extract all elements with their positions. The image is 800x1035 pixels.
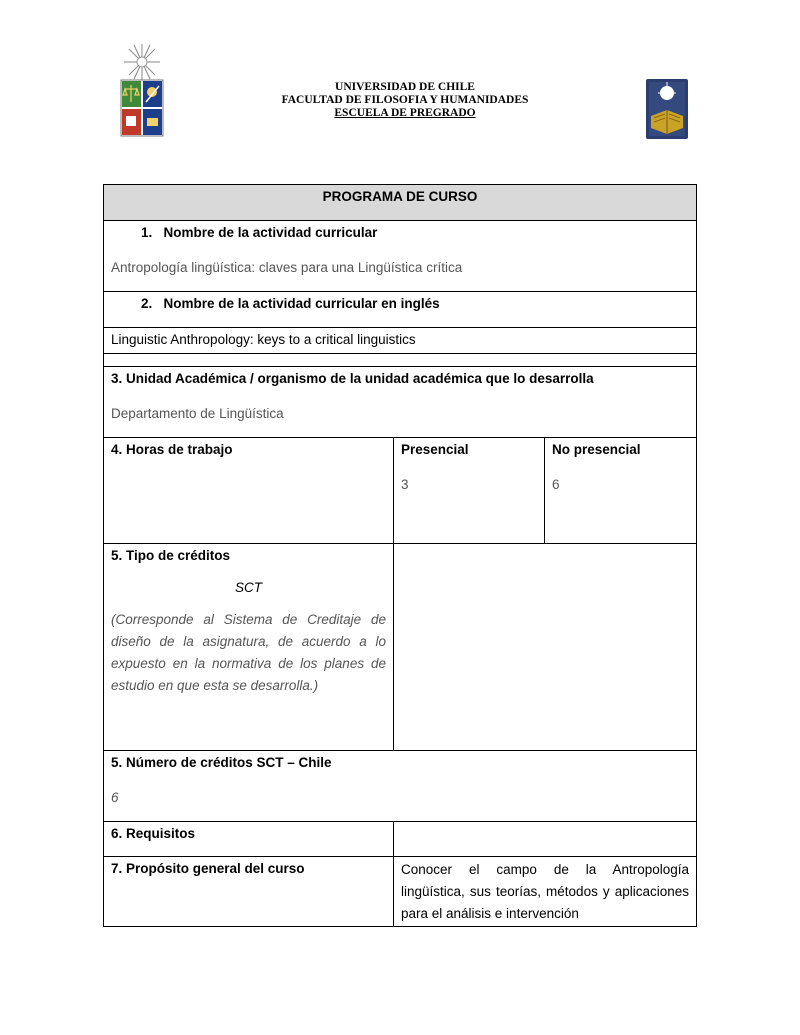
section-7-value-cell: [394, 857, 697, 927]
section-2-heading: [111, 292, 689, 313]
course-purpose-value: Conocer el campo de la Antropología lingüística, sus teorías, métodos y aplicaciones para el análisis e intervención: [401, 862, 690, 921]
no-presencial-cell: [545, 438, 697, 544]
course-name-value: Antropología lingüística: claves para una Lingüística crítica: [111, 260, 463, 275]
presencial-value: 3: [401, 477, 409, 492]
university-crest-icon: [114, 42, 170, 138]
english-name-value: Linguistic Anthropology: keys to a critical linguistics: [104, 328, 697, 354]
university-name: UNIVERSIDAD DE CHILE: [335, 81, 475, 93]
academic-unit-value: Departamento de Lingüística: [111, 406, 284, 421]
section-4-label-cell: [104, 438, 394, 544]
section-3-label: 3. Unidad Académica / organismo de la unidad académica que lo desarrolla: [111, 371, 594, 386]
no-presencial-value: 6: [552, 477, 560, 492]
section-2-number: 2.: [141, 296, 153, 311]
section-7-label: 7. Propósito general del curso: [111, 861, 305, 876]
program-title: PROGRAMA DE CURSO: [104, 185, 697, 221]
section-2-cell: [104, 292, 697, 328]
sct-label: SCT: [235, 580, 262, 595]
section-5-empty-cell: [394, 544, 697, 751]
section-5b-label: 5. Número de créditos SCT – Chile: [111, 755, 332, 770]
section-5-label: 5. Tipo de créditos: [111, 548, 231, 563]
institution-heading: [255, 81, 555, 120]
no-presencial-label: No presencial: [552, 442, 641, 457]
section-7-label-cell: [104, 857, 394, 927]
spacer-row: [104, 354, 697, 367]
credit-type-note: (Corresponde al Sistema de Creditaje de diseño de la asignatura, de acuerdo a lo expuesto en la normativa de los planes de estudio en que esta se desarrolla.): [111, 612, 386, 693]
presencial-cell: [394, 438, 545, 544]
sct-credits-value: 6: [111, 790, 119, 805]
document-header: [0, 0, 800, 170]
section-1-cell: [104, 221, 697, 292]
section-5-cell: [104, 544, 394, 751]
faculty-name: FACULTAD DE FILOSOFIA Y HUMANIDADES: [281, 94, 529, 106]
school-name: ESCUELA DE PREGRADO: [334, 107, 476, 119]
section-5b-cell: [104, 751, 697, 822]
section-4-label: 4. Horas de trabajo: [111, 442, 233, 457]
course-program-table: [103, 184, 697, 927]
section-1-number: 1.: [141, 225, 153, 240]
section-1-label: Nombre de la actividad curricular: [163, 225, 378, 240]
requirements-value-cell: [394, 822, 697, 857]
presencial-label: Presencial: [401, 442, 469, 457]
section-2-label: Nombre de la actividad curricular en inglés: [163, 296, 440, 311]
section-3-cell: [104, 367, 697, 438]
section-6-label-cell: [104, 822, 394, 857]
section-6-label: 6. Requisitos: [111, 826, 196, 841]
faculty-emblem-icon: [645, 78, 689, 140]
section-1-heading: [111, 221, 689, 242]
